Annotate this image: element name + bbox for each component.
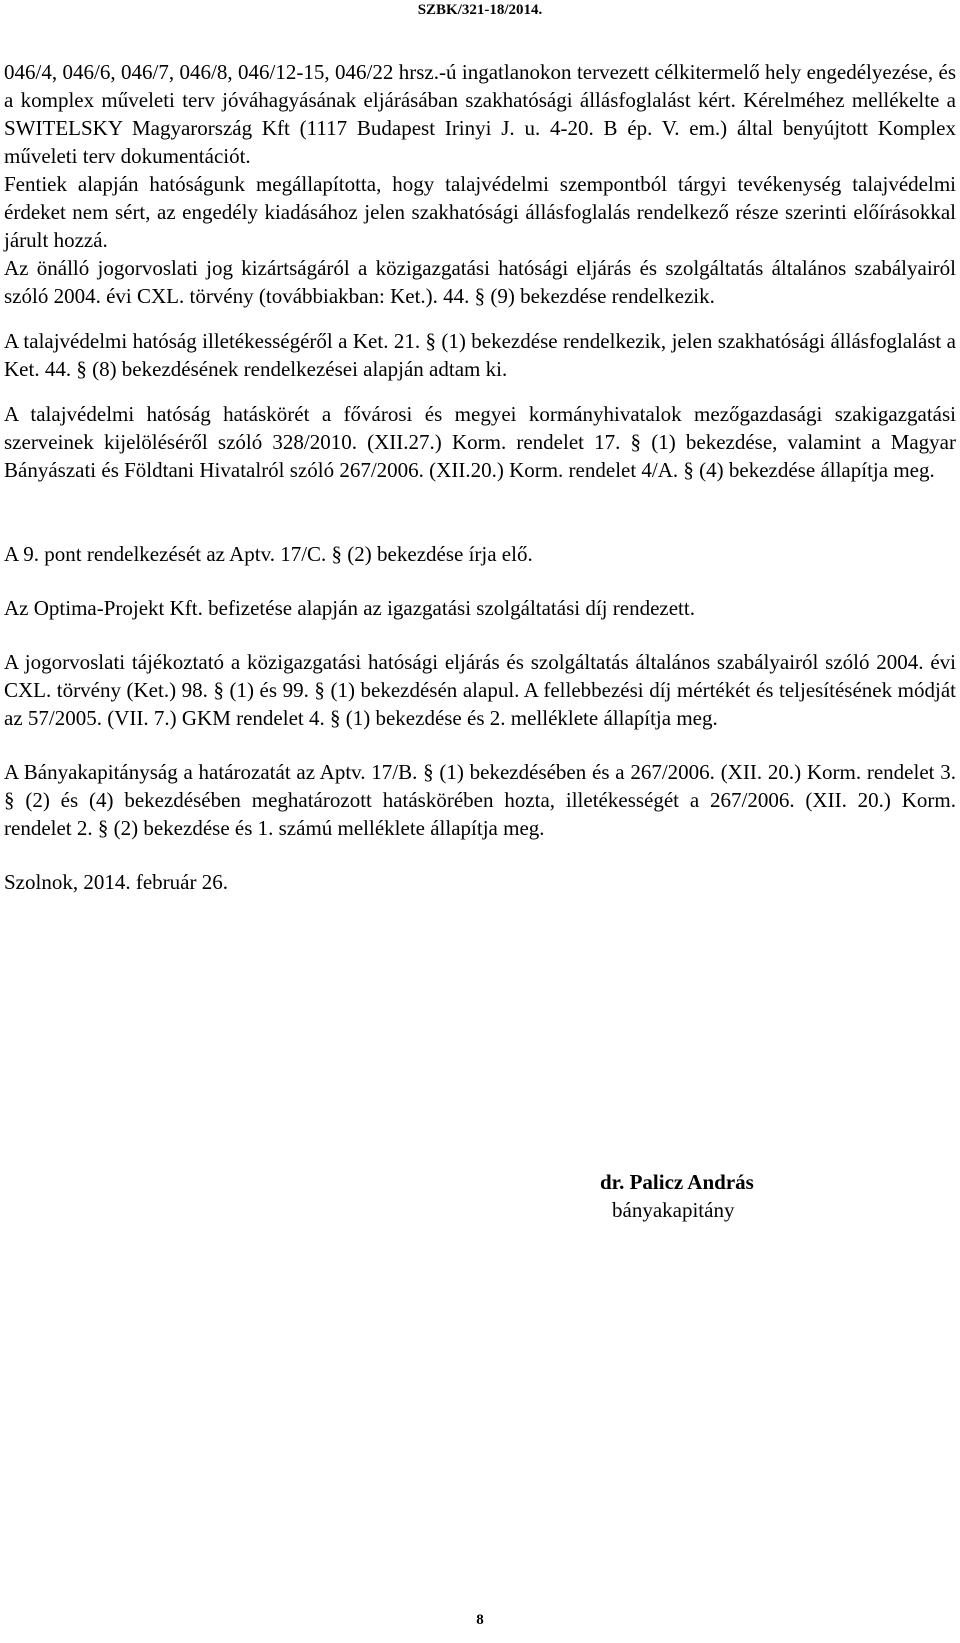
signatory-title: bányakapitány [612,1198,735,1222]
paragraph-authority-competence: A Bányakapitányság a határozatát az Aptv. 17/B. § (1) bekezdésében és a 267/2006. (XII. 20.) Korm. rendelet 3. § (2) és (4) bekezdésében meghatározott hatáskörében hozta, illetékességét a 267/2006. (XII. 20.) Korm. rendelet 2. § (2) bekezdése és 1. számú melléklete állapítja meg. [4,760,956,840]
page-number: 8 [476,1612,484,1628]
paragraph-legal-remedy-exclusion: Az önálló jogorvoslati jog kizártságáról a közigazgatási hatósági eljárás és szolgáltatás általános szabályairól szóló 2004. évi CXL. törvény (továbbiakban: Ket.). 44. § (9) bekezdése rendelkezik. [4,256,956,308]
signature-block [600,1168,754,1224]
paragraph-jurisdiction: A talajvédelmi hatóság illetékességéről a Ket. 21. § (1) bekezdése rendelkezik, jelen szakhatósági állásfoglalást a Ket. 44. § (8) bekezdésének rendelkezései alapján adtam ki. [4,329,956,381]
place-and-date: Szolnok, 2014. február 26. [4,870,228,894]
document-reference-header: SZBK/321-18/2014. [417,2,543,18]
paragraph-findings: Fentiek alapján hatóságunk megállapította, hogy talajvédelmi szempontból tárgyi tevékenység talajvédelmi érdeket nem sért, az engedély kiadásához jelen szakhatósági állásfoglalás rendelkező része szerinti előírásokkal járult hozzá. [4,172,956,252]
document-body [4,58,956,896]
paragraph-fee-paid: Az Optima-Projekt Kft. befizetése alapján az igazgatási szolgáltatási díj rendezett. [4,596,695,620]
signatory-name: dr. Palicz András [600,1170,754,1194]
paragraph-request: 046/4, 046/6, 046/7, 046/8, 046/12-15, 046/22 hrsz.-ú ingatlanokon tervezett célkitermelő hely engedélyezése, és a komplex műveleti terv jóváhagyásának eljárásában szakhatósági állásfoglalást kért. Kérelméhez mellékelte a SWITELSKY Magyarország Kft (1117 Budapest Irinyi J. u. 4-20. B ép. V. em.) által benyújtott Komplex műveleti terv dokumentációt. [4,60,956,168]
paragraph-point-9: A 9. pont rendelkezését az Aptv. 17/C. § (2) bekezdése írja elő. [4,542,533,566]
paragraph-remedy-info: A jogorvoslati tájékoztató a közigazgatási hatósági eljárás és szolgáltatás általános szabályairól szóló 2004. évi CXL. törvény (Ket.) 98. § (1) és 99. § (1) bekezdésén alapul. A fellebbezési díj mértékét és teljesítésének módját az 57/2005. (VII. 7.) GKM rendelet 4. § (1) bekezdése és 2. melléklete állapítja meg. [4,650,956,730]
paragraph-competence: A talajvédelmi hatóság hatáskörét a fővárosi és megyei kormányhivatalok mezőgazdasági szakigazgatási szerveinek kijelöléséről szóló 328/2010. (XII.27.) Korm. rendelet 17. § (1) bekezdése, valamint a Magyar Bányászati és Földtani Hivatalról szóló 267/2006. (XII.20.) Korm. rendelet 4/A. § (4) bekezdése állapítja meg. [4,402,956,482]
